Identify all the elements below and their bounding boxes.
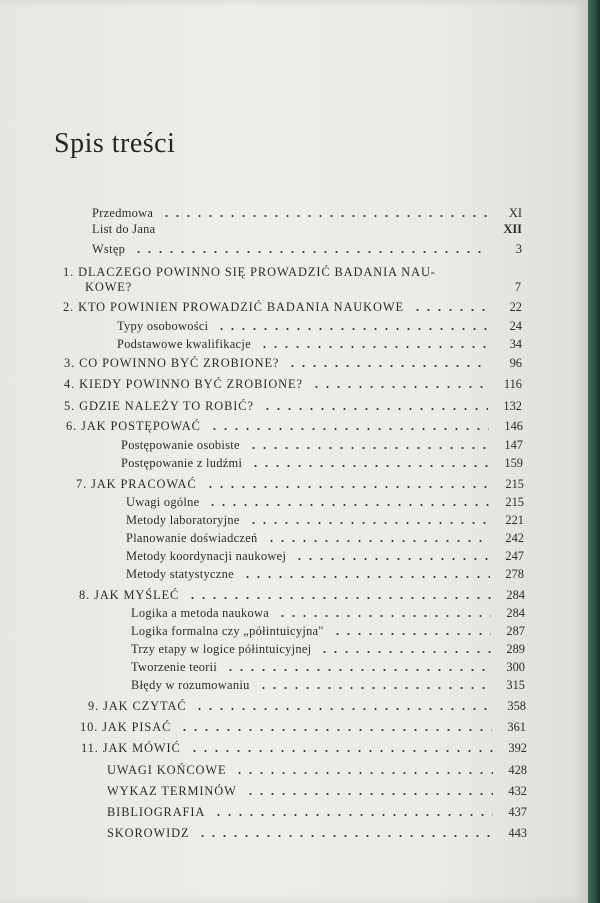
toc-entry-chapter-2: 2. KTO POWINIEN PROWADZIĆ BADANIA NAUKOWE 22: [63, 300, 522, 314]
toc-entry-wstep: Wstęp 3: [92, 242, 522, 256]
toc-entry-przedmowa: Przedmowa XI: [92, 206, 522, 220]
toc-entry-postepowanie-z-ludzmi: Postępowanie z ludźmi 159: [121, 456, 523, 470]
toc-entry-podstawowe-kwalifikacje: Podstawowe kwalifikacje 34: [117, 337, 522, 351]
toc-entry-bledy-w-rozumowaniu: Błędy w rozumowaniu 315: [131, 678, 525, 692]
toc-entry-typy-osobowosci: Typy osobowości 24: [117, 319, 522, 333]
toc-entry-metody-koordynacji: Metody koordynacji naukowej 247: [126, 549, 524, 563]
toc-entry-planowanie-doswiadczen: Planowanie doświadczeń 242: [126, 531, 524, 545]
toc-entry-metody-statystyczne: Metody statystyczne 278: [126, 567, 524, 581]
toc-entry-trzy-etapy: Trzy etapy w logice półintuicyjnej 289: [131, 642, 525, 656]
toc-entry-chapter-8: 8. JAK MYŚLEĆ 284: [79, 588, 525, 602]
book-cover-edge: [588, 0, 600, 903]
toc-entry-logika-formalna: Logika formalna czy „półintuicyjna" 287: [131, 624, 525, 638]
toc-entry-postepowanie-osobiste: Postępowanie osobiste 147: [121, 438, 523, 452]
toc-entry-bibliografia: BIBLIOGRAFIA 437: [107, 805, 527, 819]
toc-entry-tworzenie-teorii: Tworzenie teorii 300: [131, 660, 525, 674]
toc-entry-chapter-5: 5. GDZIE NALEŻY TO ROBIĆ? 132: [64, 399, 522, 413]
toc-entry-chapter-9: 9. JAK CZYTAĆ 358: [88, 699, 526, 713]
toc-entry-uwagi-koncowe: UWAGI KOŃCOWE 428: [107, 763, 527, 777]
toc-entry-chapter-3: 3. CO POWINNO BYĆ ZROBIONE? 96: [64, 356, 522, 370]
toc-entry-skorowidz: SKOROWIDZ 443: [107, 826, 527, 840]
page-title: Spis treści: [54, 128, 176, 159]
toc-entry-chapter-1: 1. DLACZEGO POWINNO SIĘ PROWADZIĆ BADANIA NAU-: [63, 265, 436, 279]
toc-entry-chapter-11: 11. JAK MÓWIĆ 392: [81, 741, 527, 755]
toc-entry-chapter-6: 6. JAK POSTĘPOWAĆ 146: [66, 419, 523, 433]
toc-entry-chapter-4: 4. KIEDY POWINNO BYĆ ZROBIONE? 116: [64, 377, 522, 391]
toc-entry-chapter-7: 7. JAK PRACOWAĆ 215: [76, 477, 524, 491]
toc-entry-chapter-1-continuation: KOWE? 7: [85, 280, 522, 294]
toc-entry-logika-a-metoda: Logika a metoda naukowa 284: [131, 606, 525, 620]
toc-entry-metody-laboratoryjne: Metody laboratoryjne 221: [126, 513, 524, 527]
toc-entry-wykaz-terminow: WYKAZ TERMINÓW 432: [107, 784, 527, 798]
toc-entry-list-do-jana: List do Jana XII: [92, 222, 522, 236]
toc-entry-uwagi-ogolne: Uwagi ogólne 215: [126, 495, 524, 509]
toc-entry-chapter-10: 10. JAK PISAĆ 361: [80, 720, 526, 734]
